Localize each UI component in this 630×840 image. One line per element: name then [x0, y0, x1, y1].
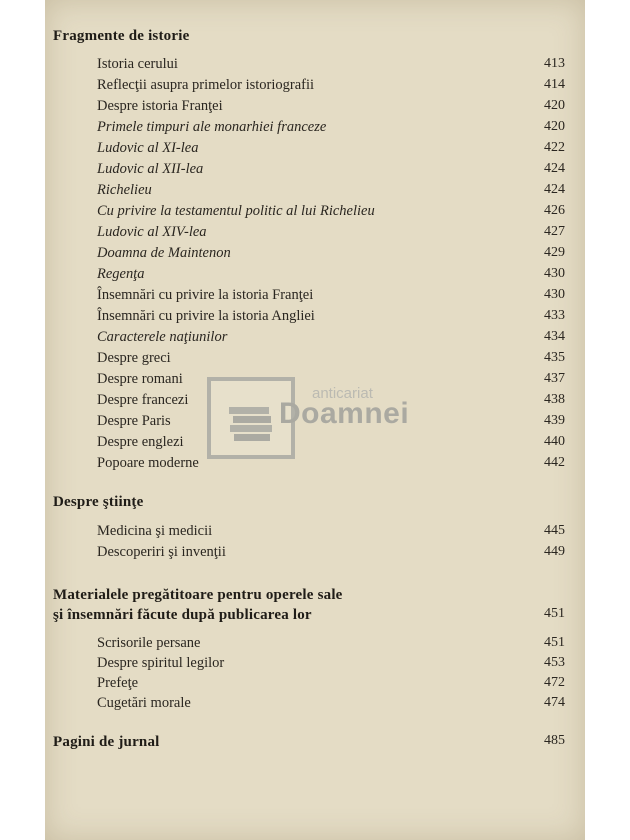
- toc-entry: [97, 306, 565, 326]
- entry-title: Descoperiri şi invenţii: [97, 544, 226, 560]
- toc-entry: [97, 96, 565, 116]
- entry-title: Însemnări cu privire la istoria Franţei: [97, 287, 314, 303]
- book-page: [45, 0, 585, 840]
- toc-entry: [97, 653, 565, 673]
- entry-page: 429: [544, 245, 565, 260]
- toc-entry: [97, 285, 565, 305]
- entry-title: Ludovic al XII-lea: [97, 161, 204, 177]
- toc-entry: [97, 693, 565, 713]
- entry-title: Prefeţe: [97, 675, 139, 691]
- entry-page: 449: [544, 544, 565, 559]
- entry-page: 440: [544, 434, 565, 449]
- entry-title: Cugetări morale: [97, 695, 191, 711]
- entry-page: 474: [544, 695, 565, 710]
- entry-title: Cu privire la testamentul politic al lui Richelieu: [97, 203, 375, 219]
- entry-page: 427: [544, 224, 565, 239]
- toc-entry: [97, 75, 565, 95]
- entry-page: 437: [544, 371, 565, 386]
- table-of-contents: [45, 0, 585, 840]
- section-heading-line1: Materialele pregătitoare pentru operele sale: [53, 587, 343, 603]
- entry-title: Despre englezi: [97, 434, 184, 450]
- entry-title: Despre greci: [97, 350, 171, 366]
- toc-entry: [97, 243, 565, 263]
- toc-entry: [97, 222, 565, 242]
- entry-page: 430: [544, 266, 565, 281]
- entry-page: 442: [544, 455, 565, 470]
- entry-title: Istoria cerului: [97, 56, 178, 72]
- entry-title: Caracterele naţiunilor: [97, 329, 228, 345]
- entry-page: 422: [544, 140, 565, 155]
- entry-title: Despre romani: [97, 371, 183, 387]
- entry-title: Scrisorile persane: [97, 635, 201, 651]
- section-heading: Pagini de jurnal: [53, 734, 160, 750]
- watermark-small-text: anticariat: [312, 385, 373, 402]
- entry-title: Richelieu: [97, 182, 152, 198]
- entry-title: Popoare moderne: [97, 455, 199, 471]
- entry-page: 451: [544, 635, 565, 650]
- section-heading-page: 485: [544, 733, 565, 748]
- toc-entry: [97, 327, 565, 347]
- watermark-large-text: Doamnei: [279, 397, 410, 430]
- toc-entry: [97, 673, 565, 693]
- toc-entry: [97, 159, 565, 179]
- entry-title: Doamna de Maintenon: [97, 245, 231, 261]
- books-icon: [227, 403, 277, 447]
- section-heading-line2: şi însemnări făcute după publicarea lor: [53, 607, 312, 623]
- toc-entry: [97, 138, 565, 158]
- entry-page: 472: [544, 675, 565, 690]
- toc-entry: [97, 542, 565, 562]
- toc-entry: [97, 201, 565, 221]
- entry-page: 413: [544, 56, 565, 71]
- section-heading: Despre ştiinţe: [53, 494, 144, 510]
- section-heading-page: 451: [544, 606, 565, 621]
- entry-page: 439: [544, 413, 565, 428]
- toc-entry: [97, 348, 565, 368]
- entry-page: 434: [544, 329, 565, 344]
- entry-page: 453: [544, 655, 565, 670]
- toc-entry: [97, 521, 565, 541]
- entry-page: 430: [544, 287, 565, 302]
- entry-page: 438: [544, 392, 565, 407]
- entry-page: 426: [544, 203, 565, 218]
- toc-entry: [97, 633, 565, 653]
- entry-page: 435: [544, 350, 565, 365]
- entry-title: Medicina şi medicii: [97, 523, 213, 539]
- entry-title: Ludovic al XI-lea: [97, 140, 199, 156]
- entry-page: 424: [544, 182, 565, 197]
- entry-title: Despre istoria Franţei: [97, 98, 223, 114]
- entry-page: 420: [544, 119, 565, 134]
- entry-title: Regenţa: [97, 266, 145, 282]
- toc-entry: [97, 180, 565, 200]
- entry-page: 414: [544, 77, 565, 92]
- toc-entry: [97, 117, 565, 137]
- entry-title: Primele timpuri ale monarhiei franceze: [97, 119, 327, 135]
- toc-entry: [97, 264, 565, 284]
- entry-page: 433: [544, 308, 565, 323]
- section-heading: Fragmente de istorie: [53, 28, 190, 44]
- entry-title: Ludovic al XIV-lea: [97, 224, 207, 240]
- entry-title: Reflecţii asupra primelor istoriografii: [97, 77, 315, 93]
- entry-title: Însemnări cu privire la istoria Angliei: [97, 308, 315, 324]
- entry-page: 420: [544, 98, 565, 113]
- entry-title: Despre francezi: [97, 392, 189, 408]
- watermark-logo: [207, 377, 457, 467]
- entry-title: Despre Paris: [97, 413, 171, 429]
- entry-page: 445: [544, 523, 565, 538]
- entry-page: 424: [544, 161, 565, 176]
- toc-entry: [97, 54, 565, 74]
- entry-title: Despre spiritul legilor: [97, 655, 225, 671]
